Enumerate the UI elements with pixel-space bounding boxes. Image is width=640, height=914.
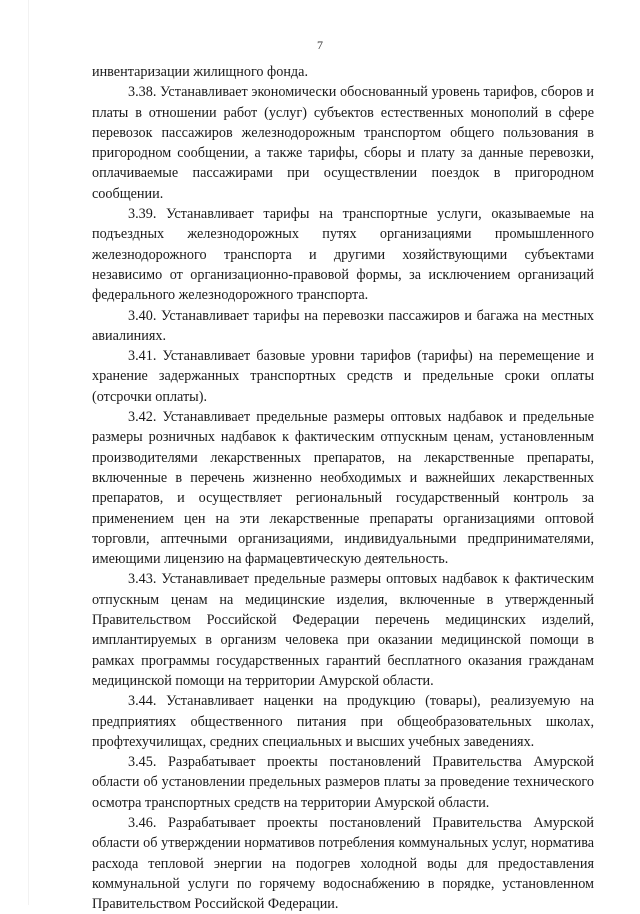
page-number: 7 [317, 38, 323, 52]
document-body [92, 62, 594, 914]
paragraph-3-40: 3.40. Устанавливает тарифы на перевозки пассажиров и багажа на местных авиалиниях. [92, 307, 594, 344]
paragraph-3-46: 3.46. Разрабатывает проекты постановлений Правительства Амурской области об утверждении нормативов потребления коммунальных услуг, норматива расхода тепловой энергии на подогрев холодной воды для предоставления коммунальной услуги по горячему водоснабжению в порядке, установленном Правительством Российской Федерации. [92, 814, 594, 913]
paragraph-3-45: 3.45. Разрабатывает проекты постановлений Правительства Амурской области об установлении предельных размеров платы за проведение технического осмотра транспортных средств на территории Амурской области. [92, 754, 594, 811]
paragraph-3-38: 3.38. Устанавливает экономически обоснованный уровень тарифов, сборов и платы в отношении работ (услуг) субъектов естественных монополий в сфере перевозок пассажиров железнодорожным транспортом общего пользования в пригородном сообщении, а также тарифы, сборы и плату за данные перевозки, оплачиваемые пассажирами при осуществлении поездок в пригородном сообщении. [92, 84, 594, 202]
scan-edge [28, 0, 29, 905]
paragraph-3-41: 3.41. Устанавливает базовые уровни тарифов (тарифы) на перемещение и хранение задержанных транспортных средств и предельные сроки оплаты (отсрочки оплаты). [92, 348, 594, 405]
paragraph-3-44: 3.44. Устанавливает наценки на продукцию (товары), реализуемую на предприятиях общественного питания при общеобразовательных школах, профтехучилищах, средних специальных и высших учебных заведениях. [92, 693, 594, 750]
paragraph-3-39: 3.39. Устанавливает тарифы на транспортные услуги, оказываемые на подъездных железнодорожных путях организациями промышленного железнодорожного транспорта и другими хозяйствующими субъектами независимо от организационно-правовой формы, за исключением организаций федерального железнодорожного транспорта. [92, 206, 594, 304]
paragraph-continuation: инвентаризации жилищного фонда. [92, 64, 308, 80]
paragraph-3-42: 3.42. Устанавливает предельные размеры оптовых надбавок и предельные размеры розничных надбавок к фактическим отпускным ценам, установленным производителями лекарственных препаратов, на лекарственные препараты, включенные в перечень жизненно необходимых и важнейших лекарственных препаратов, и осуществляет региональный государственный контроль за применением цен на эти лекарственные препараты организациями оптовой торговли, аптечными организациями, индивидуальными предпринимателями, имеющими лицензию на фармацевтическую деятельность. [92, 409, 594, 568]
paragraph-3-43: 3.43. Устанавливает предельные размеры оптовых надбавок к фактическим отпускным ценам на медицинские изделия, включенные в утвержденный Правительством Российской Федерации перечень медицинских изделий, имплантируемых в организм человека при оказании медицинской помощи в рамках программы государственных гарантий бесплатного оказания гражданам медицинской помощи на территории Амурской области. [92, 571, 594, 689]
